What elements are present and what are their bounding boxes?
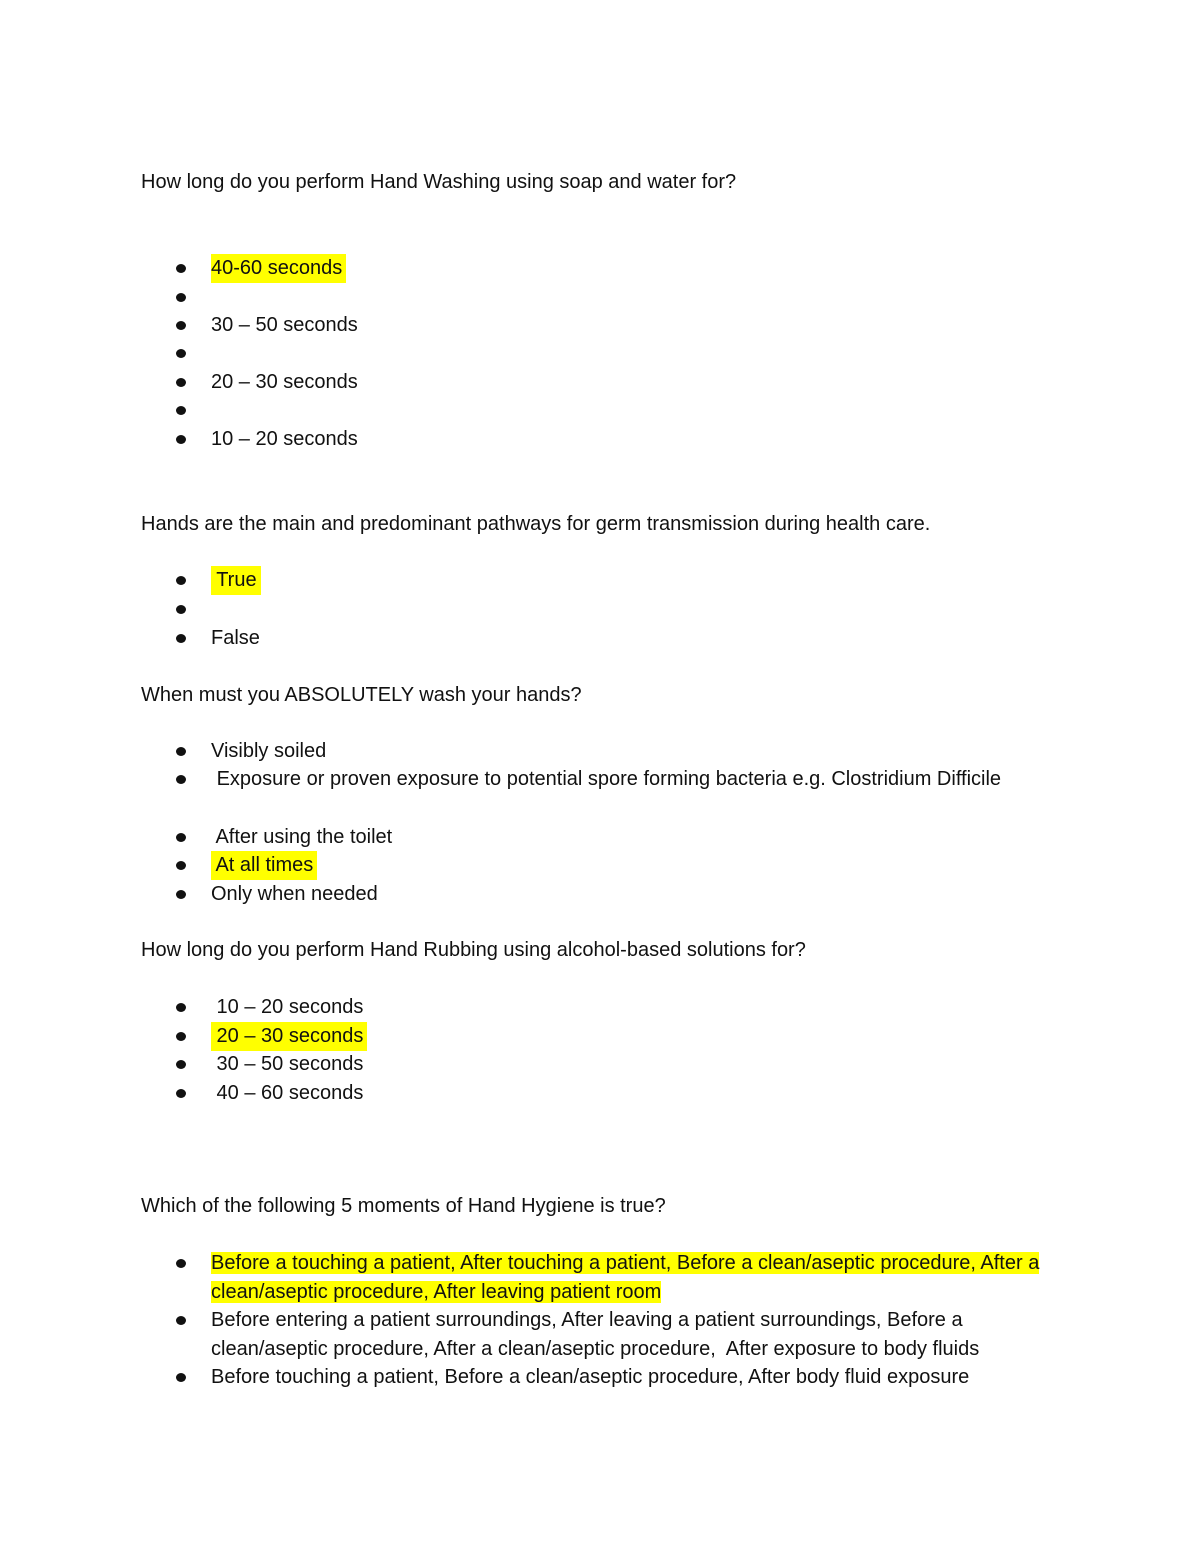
bullet-icon <box>176 378 186 387</box>
option-text: 10 – 20 seconds <box>211 996 364 1018</box>
bullet-icon <box>176 406 186 415</box>
question-3: When must you ABSOLUTELY wash your hands? <box>141 684 582 706</box>
bullet-icon <box>176 435 186 444</box>
option-text: 30 – 50 seconds <box>211 314 358 336</box>
bullet-icon <box>176 576 186 585</box>
bullet-icon <box>176 1373 186 1382</box>
bullet-icon <box>176 833 186 842</box>
option-text: After using the toilet <box>211 826 393 848</box>
option-text: Before a touching a patient, After touching a patient, Before a clean/aseptic procedure, After a clean/aseptic procedure, After leaving patient room <box>211 1252 1040 1303</box>
question-5: Which of the following 5 moments of Hand Hygiene is true? <box>141 1195 666 1217</box>
option-text: False <box>211 627 260 649</box>
bullet-icon <box>176 1259 186 1268</box>
option-text: 40-60 seconds <box>211 254 346 283</box>
bullet-icon <box>176 861 186 870</box>
option-text: 40 – 60 seconds <box>211 1082 364 1104</box>
question-4: How long do you perform Hand Rubbing using alcohol-based solutions for? <box>141 939 806 961</box>
option-text: Visibly soiled <box>211 740 327 762</box>
bullet-icon <box>176 890 186 899</box>
option-text: 20 – 30 seconds <box>211 1022 367 1051</box>
option-text: Exposure or proven exposure to potential spore forming bacteria e.g. Clostridium Difficile <box>211 768 1002 790</box>
bullet-icon <box>176 605 186 614</box>
option-text: 10 – 20 seconds <box>211 428 358 450</box>
option-text: 30 – 50 seconds <box>211 1053 364 1075</box>
question-2: Hands are the main and predominant pathways for germ transmission during health care. <box>141 513 931 535</box>
bullet-icon <box>176 293 186 302</box>
bullet-icon <box>176 264 186 273</box>
bullet-icon <box>176 1089 186 1098</box>
bullet-icon <box>176 321 186 330</box>
bullet-icon <box>176 1060 186 1069</box>
option-text: Before entering a patient surroundings, After leaving a patient surroundings, Before a clean/aseptic procedure, After a clean/aseptic procedure, After exposure to body fluids <box>211 1309 980 1360</box>
question-1: How long do you perform Hand Washing using soap and water for? <box>141 171 737 193</box>
bullet-icon <box>176 1316 186 1325</box>
bullet-icon <box>176 1032 186 1041</box>
bullet-icon <box>176 775 186 784</box>
bullet-icon <box>176 1003 186 1012</box>
bullet-icon <box>176 747 186 756</box>
option-text: Before touching a patient, Before a clean/aseptic procedure, After body fluid exposure <box>211 1366 970 1388</box>
option-text: Only when needed <box>211 883 378 905</box>
bullet-icon <box>176 634 186 643</box>
bullet-icon <box>176 349 186 358</box>
option-text: At all times <box>211 851 317 880</box>
option-text: True <box>211 566 261 595</box>
option-text: 20 – 30 seconds <box>211 371 358 393</box>
